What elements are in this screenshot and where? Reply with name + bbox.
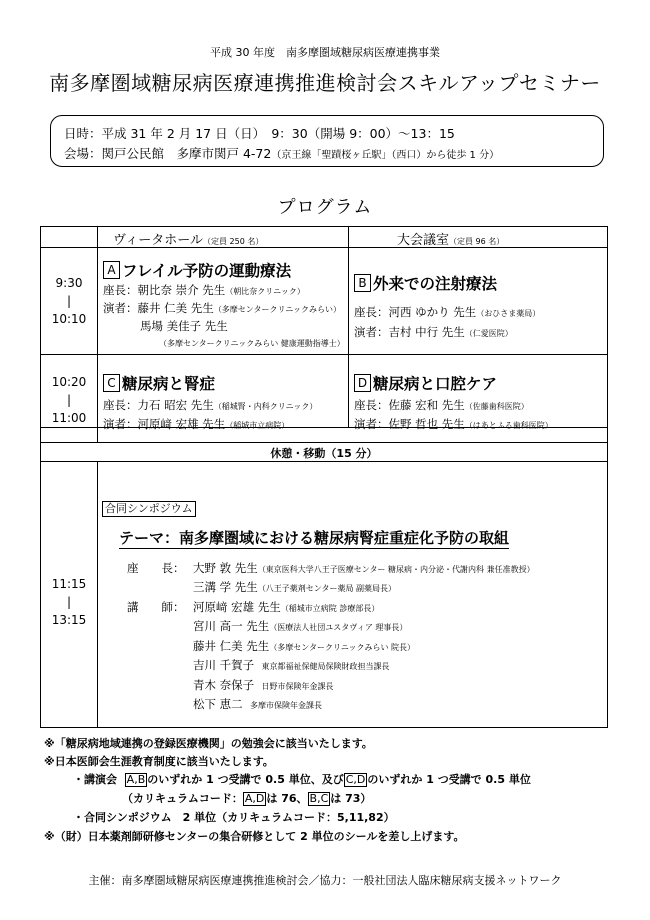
symposium-person xyxy=(193,579,396,595)
symposium-person xyxy=(193,677,333,693)
symposium-person xyxy=(193,657,389,673)
person-affiliation: （東京医科大学八王子医療センター 糖尿病・内分泌・代謝内科 兼任准教授） xyxy=(257,565,535,574)
person-affiliation: 東京都福祉保健局保険財政担当課長 xyxy=(261,662,390,671)
chair-name: 座長：佐藤 宏和 先生 xyxy=(354,398,465,412)
session-b-name: 外来での注射療法 xyxy=(373,275,498,293)
note-symposium-credit: ・合同シンポジウム 2 単位（カリキュラムコード：5,11,82） xyxy=(73,811,395,824)
room1-header xyxy=(113,229,263,248)
session-a-speaker2-aff xyxy=(159,335,345,349)
room2-capacity: （定員 96 名） xyxy=(449,237,505,246)
program-table xyxy=(40,226,608,728)
session-code-box: C,D xyxy=(345,773,366,786)
divider xyxy=(41,442,607,443)
session-c-title xyxy=(103,372,215,394)
time-end: 11:00 xyxy=(51,411,87,425)
time-start: 9:30 xyxy=(55,276,83,290)
speaker-name: 演者：佐野 哲也 先生 xyxy=(354,417,465,431)
event-venue-line xyxy=(64,144,499,162)
note-text: は 76、 xyxy=(266,792,308,805)
time-end: 10:10 xyxy=(51,312,87,326)
note-jma-credit: ※日本医師会生涯教育制度に該当いたします。 xyxy=(44,755,274,768)
session-a-speaker1 xyxy=(103,300,341,316)
session-letter-a: A xyxy=(103,261,120,279)
person-affiliation: 日野市保険年金課長 xyxy=(261,682,334,691)
person-name: 青木 奈保子 xyxy=(193,678,255,692)
session-d-name: 糖尿病と口腔ケア xyxy=(373,375,498,393)
room1-capacity: （定員 250 名） xyxy=(202,237,264,246)
chair-label: 座 長： xyxy=(127,561,185,575)
note-registered-institution: ※「糖尿病地域連携の登録医療機関」の勉強会に該当いたします。 xyxy=(44,737,373,750)
session-letter-b: B xyxy=(354,274,371,292)
session-letter-d: D xyxy=(354,374,371,392)
speaker-name: 演者：吉村 中行 先生 xyxy=(354,325,465,339)
speaker-affiliation: （多摩センタークリニックみらい 健康運動指導士） xyxy=(159,339,345,348)
divider xyxy=(97,461,98,727)
speaker-affiliation: （はあとふる歯科医院） xyxy=(464,421,553,430)
speaker-affiliation: （多摩センタークリニックみらい） xyxy=(213,305,342,314)
person-name: 大野 敦 先生 xyxy=(193,561,258,575)
session-b-title xyxy=(354,272,497,294)
symposium-person xyxy=(193,696,322,712)
event-date: 日時：平成 31 年 2 月 17 日（日） 9：30（開場 9：00）～13：15 xyxy=(64,126,455,141)
speaker-name: 演者：河原﨑 宏雄 先生 xyxy=(103,417,226,431)
person-name: 藤井 仁美 先生 xyxy=(193,639,270,653)
break-label: 休憩・移動（15 分） xyxy=(270,447,378,460)
time-separator: | xyxy=(66,595,72,609)
person-name: 三溝 学 先生 xyxy=(193,580,258,594)
note-curriculum-code xyxy=(122,790,371,806)
session-code-box: A,B xyxy=(126,773,146,786)
speaker-name: 演者：藤井 仁美 先生 xyxy=(103,301,214,315)
speaker-affiliation: （稲城市立病院） xyxy=(225,421,290,430)
chair-name: 座長：力石 昭宏 先生 xyxy=(103,398,214,412)
session-d-title xyxy=(354,372,497,394)
session-a-name: フレイル予防の運動療法 xyxy=(122,262,292,280)
event-venue: 会場：関戸公民館 多摩市関戸 4-72 xyxy=(64,146,272,161)
time-end: 13:15 xyxy=(51,613,87,627)
speaker-affiliation: （仁愛医院） xyxy=(464,329,513,338)
room2-header xyxy=(397,229,504,248)
speaker-label: 講 師： xyxy=(127,600,185,614)
person-name: 松下 恵二 xyxy=(193,697,243,711)
symposium-theme: テーマ：南多摩圏域における糖尿病腎症重症化予防の取組 xyxy=(119,529,510,547)
chair-affiliation: （朝比奈クリニック） xyxy=(225,287,305,296)
session-letter-c: C xyxy=(103,374,120,392)
note-text: は 73） xyxy=(330,792,372,805)
session-d-speaker xyxy=(354,416,553,432)
session-b-speaker xyxy=(354,324,513,340)
divider xyxy=(41,461,607,462)
person-affiliation: 多摩市保険年金課長 xyxy=(249,701,322,710)
person-name: 宮川 高一 先生 xyxy=(193,619,270,633)
room2-name: 大会議室 xyxy=(397,233,450,248)
session-d-chair xyxy=(354,397,529,413)
chair-name: 座長：朝比奈 崇介 先生 xyxy=(103,283,226,297)
symposium-person xyxy=(193,599,379,615)
symposium-person xyxy=(193,638,415,654)
note-pharmacist-credit: ※（財）日本薬剤師研修センターの集合研修として 2 単位のシールを差し上げます。 xyxy=(44,830,465,843)
footer-organizer: 主催：南多摩圏域糖尿病医療連携推進検討会／協力：一般社団法人臨床糖尿病支援ネットワーク xyxy=(88,874,562,887)
room1-name: ヴィータホール xyxy=(113,233,203,248)
divider xyxy=(97,227,98,442)
chair-affiliation: （稲城腎・内科クリニック） xyxy=(213,402,318,411)
session-b-chair xyxy=(354,304,540,320)
time-separator: | xyxy=(66,393,72,407)
person-name: 吉川 千賀子 xyxy=(193,658,255,672)
session-a-title xyxy=(103,259,291,281)
note-text: ・講演会 xyxy=(73,773,117,786)
person-affiliation: （稲城市立病院 診療部長） xyxy=(280,604,380,613)
event-info-box xyxy=(50,115,604,167)
chair-affiliation: （佐藤歯科医院） xyxy=(464,402,529,411)
symposium-time xyxy=(41,575,97,629)
time-start: 11:15 xyxy=(51,577,87,591)
person-name: 河原﨑 宏雄 先生 xyxy=(193,600,281,614)
person-affiliation: （多摩センタークリニックみらい 院長） xyxy=(269,643,416,652)
divider xyxy=(41,354,607,355)
session2-time xyxy=(41,373,97,427)
session-c-name: 糖尿病と腎症 xyxy=(122,375,216,393)
session-c-speaker xyxy=(103,416,289,432)
session-a-chair xyxy=(103,282,305,298)
organizer-line: 平成 30 年度 南多摩圏域糖尿病医療連携事業 xyxy=(210,46,440,59)
note-text: （カリキュラムコード： xyxy=(122,792,243,805)
page-title: 南多摩圏域糖尿病医療連携推進検討会スキルアップセミナー xyxy=(49,71,601,95)
note-lecture-credit xyxy=(73,771,531,787)
chair-name: 座長：河西 ゆかり 先生 xyxy=(354,305,477,319)
time-start: 10:20 xyxy=(51,375,87,389)
time-separator: | xyxy=(66,294,72,308)
symposium-person xyxy=(193,560,535,576)
note-text: のいずれか 1 つ受講で 0.5 単位 xyxy=(367,773,531,786)
session-code-box: B,C xyxy=(309,792,329,805)
event-access: （京王線「聖蹟桜ヶ丘駅」（西口）から徒歩 1 分） xyxy=(271,150,500,161)
program-title: プログラム xyxy=(277,197,373,218)
person-affiliation: （八王子薬剤センター薬局 副薬局長） xyxy=(257,584,397,593)
chair-affiliation: （おひさま薬局） xyxy=(476,309,541,318)
note-text: のいずれか 1 つ受講で 0.5 単位、及び xyxy=(147,773,344,786)
session-c-chair xyxy=(103,397,317,413)
divider xyxy=(348,227,349,427)
session-a-speaker2: 馬場 美佳子 先生 xyxy=(140,319,228,333)
symposium-person xyxy=(193,618,407,634)
symposium-tag: 合同シンポジウム xyxy=(102,501,196,517)
session-code-box: A,D xyxy=(244,792,265,805)
session1-time xyxy=(41,274,97,328)
person-affiliation: （医療法人社団ユスタヴィア 理事長） xyxy=(269,623,408,632)
